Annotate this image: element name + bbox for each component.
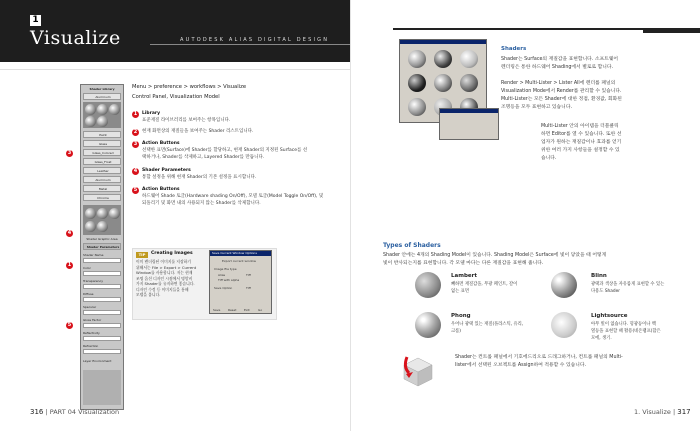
shaders-paragraph: 조명등을 모두 표현하고 있습니다.: [501, 105, 572, 110]
shaders-paragraph: Shader는 Surface의 재질감을 표현합니다. 소프트웨어: [501, 57, 619, 62]
model-name: Lightsource: [591, 313, 628, 319]
editor-titlebar: [440, 109, 498, 113]
page-label: PART 04 Visualization: [49, 408, 120, 416]
shader-list-item[interactable]: Glass_Colored: [83, 149, 121, 156]
chapter-number: 1: [30, 15, 41, 26]
page-label: 1. Visualize: [634, 408, 671, 416]
bottom-paragraph: Shader는 컨트롤 패널에서 기호에드리오로 드래그하거나, 컨트롤 패널의 Multi-: [455, 355, 623, 360]
callout-text: 표준재질 라이브러리를 보여주는 항목입니다.: [142, 118, 231, 123]
shader-list-item[interactable]: Glass_Frost: [83, 158, 121, 165]
radio-option[interactable]: Alias: [218, 273, 226, 277]
menu-path: Control Panel, Visualization Model: [132, 94, 220, 100]
field-label: Transparency: [83, 279, 104, 283]
brand-text: AUTODESK ALIAS DIGITAL DESIGN: [180, 37, 330, 43]
page-footer-left: 316 | PART 04 Visualization: [30, 408, 120, 416]
lambert-sphere: [415, 272, 441, 298]
callout-number: 5: [133, 187, 138, 193]
shader-swatch[interactable]: [97, 221, 108, 232]
field-label: Layer Environment: [83, 359, 112, 363]
shader-swatch[interactable]: [97, 104, 108, 115]
shader-list-item[interactable]: Leather: [83, 167, 121, 174]
field-label: Shader Name: [83, 253, 104, 257]
field-label: Reflectivity: [83, 331, 100, 335]
phong-sphere: [415, 312, 441, 338]
panel-tab[interactable]: Aluminum: [83, 93, 121, 100]
shader-list-item[interactable]: Metal: [83, 185, 121, 192]
shaders-paragraph: 업자가 원하는 재질감이나 효과를 얻기: [541, 140, 622, 145]
model-desc: 다용도 Shader: [591, 289, 621, 294]
field-input[interactable]: [83, 258, 121, 263]
panel-title: Shader Library: [89, 87, 115, 91]
model-name: Blinn: [591, 273, 607, 279]
tip-badge: TIP: [136, 252, 148, 258]
shader-swatch[interactable]: [109, 104, 120, 115]
tip-text: 모델을 봅니다.: [136, 292, 161, 297]
callout-number: 3: [133, 141, 138, 147]
dialog-button[interactable]: Reset: [228, 308, 237, 312]
field-label: Color: [83, 266, 91, 270]
option-value[interactable]: Tiff: [246, 286, 251, 290]
header-rule: [150, 44, 350, 45]
model-name: Lambert: [451, 273, 477, 279]
section-header[interactable]: Shader Parameters: [83, 243, 121, 250]
bottom-paragraph: lister에서 선택된 오브젝트를 Assign하여 적용할 수 있습니다.: [455, 363, 587, 368]
model-desc: 빼하면 재질감을, 무광 페인트, 갈이: [451, 282, 518, 287]
shader-ball[interactable]: [460, 74, 478, 92]
action-buttons[interactable]: Shader Graphic Area: [86, 237, 118, 241]
shaders-heading: Shaders: [501, 46, 527, 52]
shader-ball[interactable]: [460, 50, 478, 68]
dialog-button[interactable]: Go: [258, 308, 263, 312]
tip-text: 조명 옵션 디자인 시점에서 명암비: [136, 275, 193, 281]
shaders-paragraph: 습니다.: [541, 156, 557, 161]
shader-swatch[interactable]: [85, 221, 96, 232]
shader-ball[interactable]: [434, 50, 452, 68]
model-desc: 아무 빛이 없습니다. 형광등이나 백: [591, 322, 656, 327]
callout-text: 되돌리기 및 화면 내의 사용되지 않는 Shader를 삭제합니다.: [142, 201, 261, 206]
model-desc: 크롬): [451, 329, 461, 334]
panel-bottom: [83, 370, 121, 405]
tip-title: Creating Images: [151, 251, 193, 256]
page-footer-right: 1. Visualize | 317: [634, 408, 691, 416]
shader-swatch[interactable]: [85, 208, 96, 219]
tip-text: 위해서는 File > Export > Current: [136, 264, 197, 270]
types-paragraph: Shader 안에는 4개의 Shading Model이 있습니다. Shading Model은 Surface에 빛이 닿았을 때 어떻게: [383, 253, 607, 258]
dialog-heading: Export current window: [222, 259, 256, 263]
callout-marker: 3: [67, 150, 72, 156]
field-label: Gloss Factor: [83, 318, 102, 322]
shader-swatch[interactable]: [109, 208, 120, 219]
option-label: Image file type: [214, 267, 237, 271]
callout-text: 선택한 표면(Surface)에 Shader를 할당하고, 현재 Shader의 지정된 Surface를 선: [142, 148, 308, 153]
tip-text: 디자인 수정 등 이미지들을 통해: [136, 286, 189, 292]
callout-title: Library: [142, 111, 161, 116]
library-swatches: [83, 102, 121, 128]
dialog-button[interactable]: Save: [213, 308, 221, 312]
model-desc: 없는 표면: [451, 289, 469, 294]
screenshot-titlebar: [400, 40, 486, 44]
shader-list-item[interactable]: Paint: [83, 131, 121, 138]
shader-ball[interactable]: [408, 74, 426, 92]
tip-text: 이미 렌더링된 이미지를 저장하기: [136, 259, 191, 264]
shader-swatch[interactable]: [97, 116, 108, 127]
right-page: [350, 0, 700, 431]
shaders-paragraph: Multi-Lister 안의 아이템을 더블클릭: [541, 124, 619, 129]
tip-text: 가지 Shader를 유지하면 좋습니다.: [136, 281, 195, 286]
shader-ball[interactable]: [408, 50, 426, 68]
save-window-dialog: [209, 250, 272, 314]
shader-editor-window: [439, 108, 499, 140]
shader-swatch[interactable]: [85, 104, 96, 115]
option-label: Save Option: [214, 286, 233, 290]
callout-text: 통합 설정을 위해 현재 Shader의 기본 설정을 표시합니다.: [142, 175, 257, 180]
field-label: Refraction: [83, 344, 99, 348]
callout-text: 현재 화면상의 재질들을 보여주는 Shader 리스트입니다.: [142, 129, 254, 134]
model-name: Phong: [451, 313, 471, 319]
callout-marker: 5: [67, 322, 72, 328]
top-rule-block: [643, 28, 700, 33]
field-input[interactable]: [83, 297, 121, 302]
callout-title: Action Buttons: [142, 141, 180, 146]
types-heading: Types of Shaders: [383, 242, 441, 249]
callout-marker: 1: [67, 262, 72, 268]
radio-option[interactable]: Tiff: [246, 273, 251, 277]
chapter-title: Visualize: [30, 27, 121, 49]
tip-text: Window를 사용합니다. 저는 현재: [136, 270, 193, 275]
divider: [0, 69, 350, 70]
shader-list-item[interactable]: Aluminum: [83, 176, 121, 183]
callout-number: 4: [133, 168, 138, 174]
callout-title: Shader Parameters: [142, 168, 191, 173]
field-input[interactable]: [83, 310, 121, 315]
page-number: 317: [677, 408, 691, 416]
callout-title: Action Buttons: [142, 187, 180, 192]
callout-number: 2: [133, 129, 138, 135]
field-label: Specular: [83, 305, 97, 309]
shaders-paragraph: Multi-Lister는 모든 Shader에 대한 정점, 환경값, 회화된: [501, 97, 622, 102]
field-input[interactable]: [83, 349, 121, 354]
cube-drag-illustration: [401, 355, 435, 389]
model-desc: 광택과 색상을 자유롭게 표현할 수 있는: [591, 282, 665, 287]
field-input[interactable]: [83, 271, 121, 276]
radio-option[interactable]: Tiff with alpha: [218, 278, 240, 282]
shader-list-item[interactable]: Glass: [83, 140, 121, 147]
shaders-paragraph: Visualization Mode에서 Render를 관리할 수 있습니다.: [501, 89, 622, 94]
callout-text: 택하거나, Shader를 삭제하고, Layered Shader를 만듭니다.: [142, 155, 265, 160]
shader-ball[interactable]: [434, 74, 452, 92]
shaders-paragraph: 렌더링은 통한 하드웨어 Shading에서 별로로 합니다.: [501, 65, 614, 70]
shader-list-item[interactable]: Chrome: [83, 194, 121, 201]
menu-path: Menu > preference > workflows > Visualize: [132, 84, 247, 90]
shaders-paragraph: Render > Multi-Lister > Lister All에 렌더를 패널의: [501, 81, 616, 86]
blinn-sphere: [551, 272, 577, 298]
types-paragraph: 빛이 반사되는지를 표현합니다. 각 모델 마다는 다른 재질감을 표현해 줍니다.: [383, 261, 544, 266]
dialog-title: Save Current Window Options: [212, 251, 257, 255]
shader-swatch-grid: [83, 205, 121, 235]
field-input[interactable]: [83, 284, 121, 289]
shaders-paragraph: 하면 Editor를 열 수 있습니다. 또한 선: [541, 132, 622, 137]
page-number: 316: [30, 408, 44, 416]
dialog-button[interactable]: Exit: [244, 308, 250, 312]
model-desc: 모에, 생기.: [591, 336, 612, 341]
callout-marker: 4: [67, 230, 72, 236]
shader-swatch[interactable]: [97, 208, 108, 219]
shader-swatch[interactable]: [85, 116, 96, 127]
model-desc: 우어나 광택 있는 재질(플라스틱, 유리,: [451, 322, 524, 327]
shader-ball[interactable]: [408, 98, 426, 116]
model-desc: 열등을 표현할 때 활용(네온램프)합은: [591, 329, 661, 334]
field-label: Diffuse: [83, 292, 94, 296]
callout-number: 1: [133, 111, 138, 117]
lightsource-sphere: [551, 312, 577, 338]
shader-library-panel: [80, 84, 124, 410]
field-input[interactable]: [83, 323, 121, 328]
shaders-paragraph: 위한 여러 가지 사항들을 설정할 수 있: [541, 148, 620, 153]
field-input[interactable]: [83, 336, 121, 341]
callout-text: 하드웨어 Shade 토글(Hardware shading On/Off), 모델 토글(Model Toggle On/Off), 및: [142, 194, 324, 199]
